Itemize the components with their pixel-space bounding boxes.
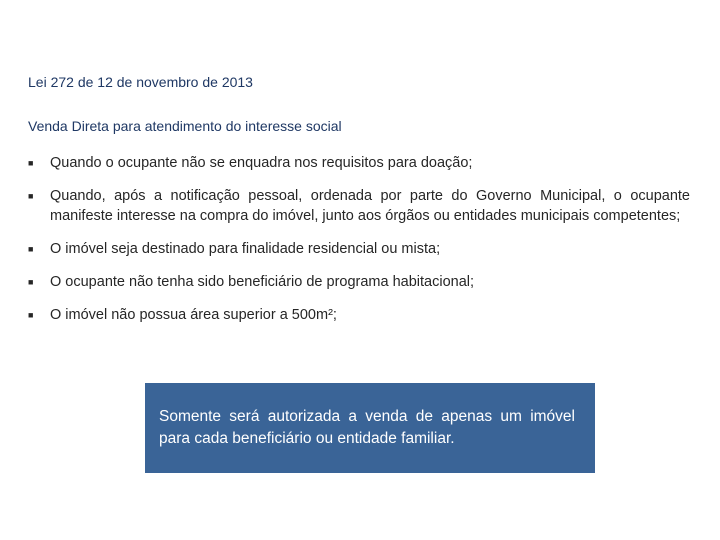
list-item — [28, 305, 690, 325]
list-item-text: O imóvel não possua área superior a 500m²; — [50, 307, 337, 323]
requirements-list — [28, 153, 690, 338]
section-subtitle: Venda Direta para atendimento do interesse social — [28, 118, 342, 134]
square-bullet-icon: ■ — [28, 191, 34, 201]
square-bullet-icon: ■ — [28, 277, 34, 287]
note-callout-box — [145, 383, 595, 473]
list-item-text: Quando o ocupante não se enquadra nos requisitos para doação; — [50, 155, 473, 171]
law-title: Lei 272 de 12 de novembro de 2013 — [28, 74, 253, 90]
list-item — [28, 186, 690, 226]
list-item-text: Quando, após a notificação pessoal, ordenada por parte do Governo Municipal, o ocupante manifeste interesse na compra do imóvel, junto aos órgãos ou entidades municipais competentes; — [50, 188, 690, 224]
list-item-text: O imóvel seja destinado para finalidade residencial ou mista; — [50, 241, 441, 257]
list-item — [28, 153, 690, 173]
square-bullet-icon: ■ — [28, 158, 34, 168]
square-bullet-icon: ■ — [28, 244, 34, 254]
list-item-text: O ocupante não tenha sido beneficiário de programa habitacional; — [50, 274, 475, 290]
square-bullet-icon: ■ — [28, 310, 34, 320]
list-item — [28, 239, 690, 259]
note-callout-text: Somente será autorizada a venda de apenas um imóvel para cada beneficiário ou entidade familiar. — [159, 408, 575, 447]
list-item — [28, 272, 690, 292]
